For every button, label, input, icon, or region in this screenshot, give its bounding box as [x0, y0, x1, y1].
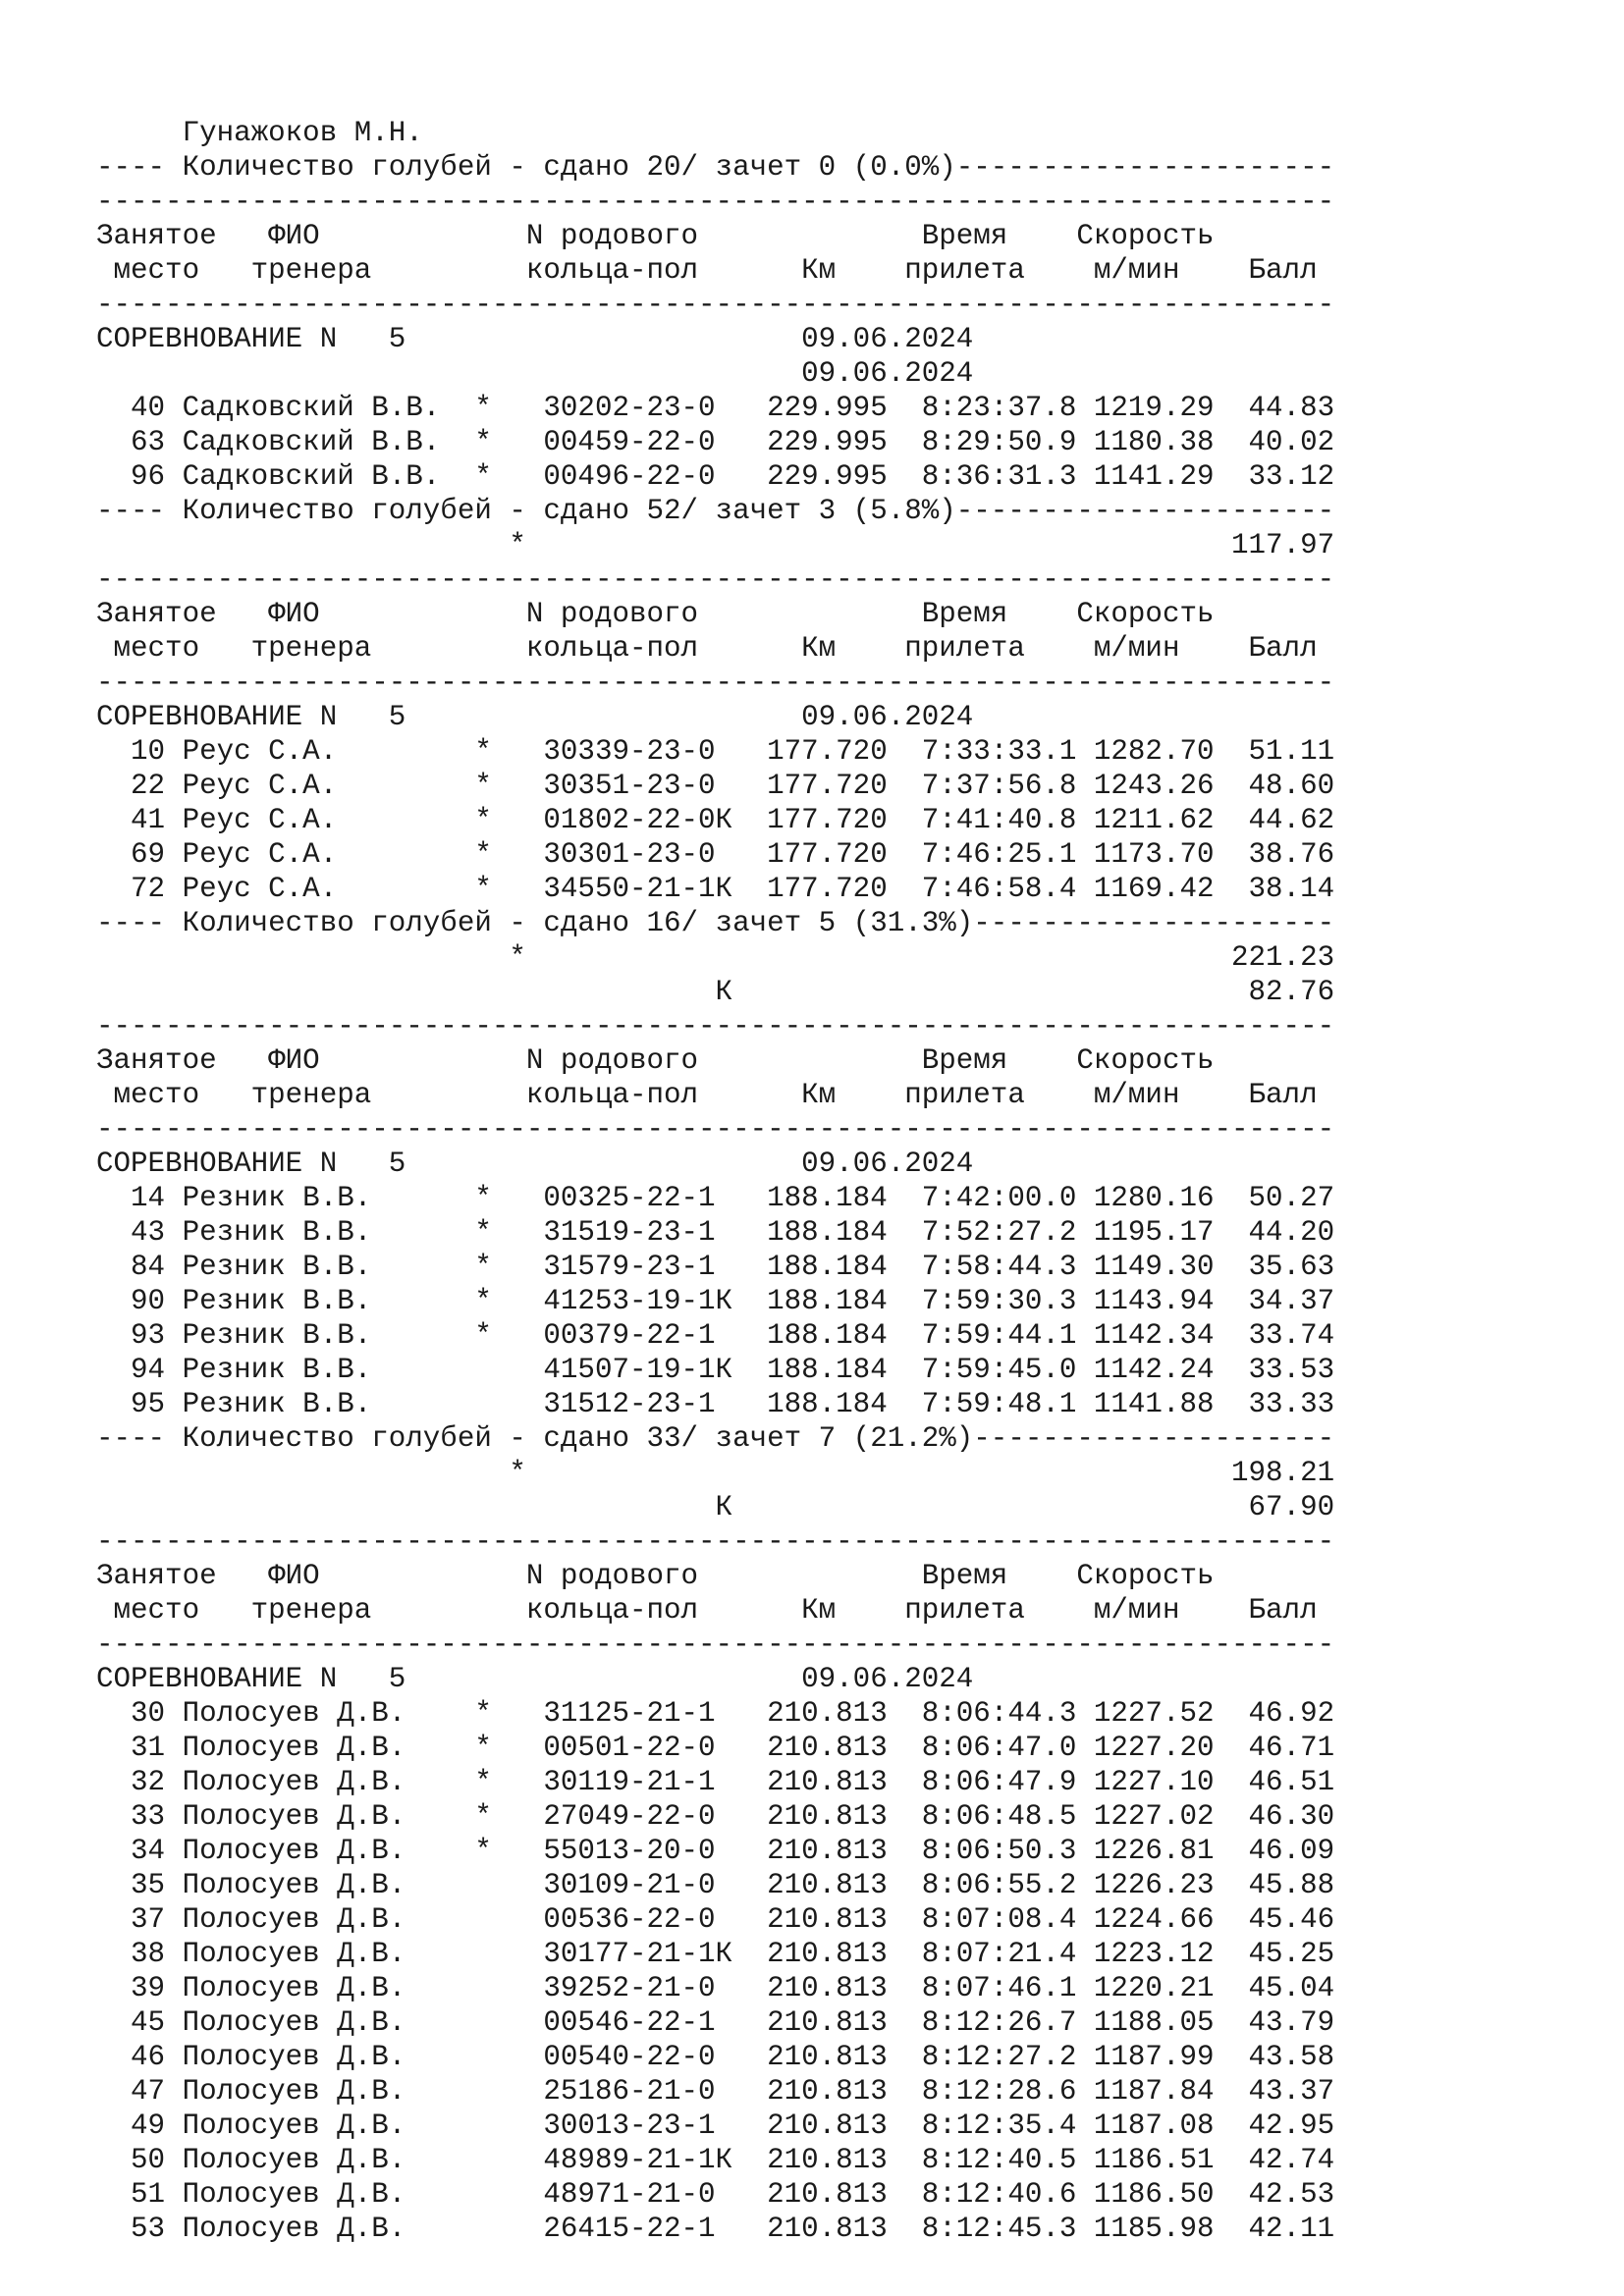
- table-row: 32 Полосуев Д.В. * 30119-21-1 210.813 8:06:47.9 1227.10 46.51: [96, 1766, 1335, 1798]
- total-line: * 117.97: [96, 529, 1335, 561]
- table-row: 35 Полосуев Д.В. 30109-21-0 210.813 8:06:55.2 1226.23 45.88: [96, 1869, 1335, 1901]
- table-header: место тренера кольца-пол Км прилета м/мин Балл: [96, 254, 1318, 287]
- summary-line: ---- Количество голубей - сдано 33/ зачет 7 (21.2%)---------------------: [96, 1422, 1335, 1455]
- table-row: 45 Полосуев Д.В. 00546-22-1 210.813 8:12:26.7 1188.05 43.79: [96, 2006, 1335, 2039]
- total-line: * 198.21: [96, 1457, 1335, 1489]
- table-row: 31 Полосуев Д.В. * 00501-22-0 210.813 8:06:47.0 1227.20 46.71: [96, 1732, 1335, 1764]
- separator-line: ------------------------------------------------------------------------: [96, 1629, 1335, 1661]
- separator-line: ------------------------------------------------------------------------: [96, 563, 1335, 596]
- table-row: 30 Полосуев Д.В. * 31125-21-1 210.813 8:06:44.3 1227.52 46.92: [96, 1697, 1335, 1730]
- table-row: 50 Полосуев Д.В. 48989-21-1К 210.813 8:12:40.5 1186.51 42.74: [96, 2144, 1335, 2176]
- table-row: 43 Резник В.В. * 31519-23-1 188.184 7:52:27.2 1195.17 44.20: [96, 1216, 1335, 1249]
- competition-header: СОРЕВНОВАНИЕ N 5 09.06.2024: [96, 701, 974, 733]
- table-row: 51 Полосуев Д.В. 48971-21-0 210.813 8:12:40.6 1186.50 42.53: [96, 2178, 1335, 2211]
- summary-line: ---- Количество голубей - сдано 20/ зачет 0 (0.0%)----------------------: [96, 151, 1335, 184]
- table-row: 33 Полосуев Д.В. * 27049-22-0 210.813 8:06:48.5 1227.02 46.30: [96, 1800, 1335, 1833]
- table-header: место тренера кольца-пол Км прилета м/мин Балл: [96, 1594, 1318, 1627]
- race-report: [96, 116, 1334, 2246]
- table-row: 38 Полосуев Д.В. 30177-21-1К 210.813 8:07:21.4 1223.12 45.25: [96, 1938, 1335, 1970]
- table-header: Занятое ФИО N родового Время Скорость: [96, 1560, 1215, 1592]
- table-row: 40 Садковский В.В. * 30202-23-0 229.995 8:23:37.8 1219.29 44.83: [96, 392, 1335, 424]
- table-row: 94 Резник В.В. 41507-19-1К 188.184 7:59:45.0 1142.24 33.53: [96, 1354, 1335, 1386]
- table-row: 39 Полосуев Д.В. 39252-21-0 210.813 8:07:46.1 1220.21 45.04: [96, 1972, 1335, 2004]
- separator-line: ------------------------------------------------------------------------: [96, 1010, 1335, 1042]
- table-row: 95 Резник В.В. 31512-23-1 188.184 7:59:48.1 1141.88 33.33: [96, 1388, 1335, 1420]
- table-row: 49 Полосуев Д.В. 30013-23-1 210.813 8:12:35.4 1187.08 42.95: [96, 2109, 1335, 2142]
- separator-line: ------------------------------------------------------------------------: [96, 289, 1335, 321]
- separator-line: ------------------------------------------------------------------------: [96, 1525, 1335, 1558]
- table-row: 84 Резник В.В. * 31579-23-1 188.184 7:58:44.3 1149.30 35.63: [96, 1251, 1335, 1283]
- separator-line: ------------------------------------------------------------------------: [96, 186, 1335, 218]
- table-header: Занятое ФИО N родового Время Скорость: [96, 598, 1215, 630]
- table-row: 46 Полосуев Д.В. 00540-22-0 210.813 8:12:27.2 1187.99 43.58: [96, 2041, 1335, 2073]
- total-line: * 221.23: [96, 941, 1335, 974]
- separator-line: ------------------------------------------------------------------------: [96, 1113, 1335, 1146]
- table-row: 69 Реус С.А. * 30301-23-0 177.720 7:46:25.1 1173.70 38.76: [96, 838, 1335, 871]
- table-row: 10 Реус С.А. * 30339-23-0 177.720 7:33:33.1 1282.70 51.11: [96, 735, 1335, 768]
- date-line: 09.06.2024: [96, 357, 974, 390]
- total-line: К 67.90: [96, 1491, 1335, 1523]
- table-row: 14 Резник В.В. * 00325-22-1 188.184 7:42:00.0 1280.16 50.27: [96, 1182, 1335, 1214]
- summary-line: ---- Количество голубей - сдано 52/ зачет 3 (5.8%)----------------------: [96, 495, 1335, 527]
- table-header: место тренера кольца-пол Км прилета м/мин Балл: [96, 1079, 1318, 1111]
- table-row: 22 Реус С.А. * 30351-23-0 177.720 7:37:56.8 1243.26 48.60: [96, 770, 1335, 802]
- table-row: 37 Полосуев Д.В. 00536-22-0 210.813 8:07:08.4 1224.66 45.46: [96, 1903, 1335, 1936]
- separator-line: ------------------------------------------------------------------------: [96, 667, 1335, 699]
- table-row: 47 Полосуев Д.В. 25186-21-0 210.813 8:12:28.6 1187.84 43.37: [96, 2075, 1335, 2108]
- table-row: 63 Садковский В.В. * 00459-22-0 229.995 8:29:50.9 1180.38 40.02: [96, 426, 1335, 458]
- table-row: 72 Реус С.А. * 34550-21-1К 177.720 7:46:58.4 1169.42 38.14: [96, 873, 1335, 905]
- table-row: 90 Резник В.В. * 41253-19-1К 188.184 7:59:30.3 1143.94 34.37: [96, 1285, 1335, 1317]
- table-header: место тренера кольца-пол Км прилета м/мин Балл: [96, 632, 1318, 665]
- competition-header: СОРЕВНОВАНИЕ N 5 09.06.2024: [96, 323, 974, 355]
- table-row: 34 Полосуев Д.В. * 55013-20-0 210.813 8:06:50.3 1226.81 46.09: [96, 1835, 1335, 1867]
- table-header: Занятое ФИО N родового Время Скорость: [96, 220, 1215, 252]
- total-line: К 82.76: [96, 976, 1335, 1008]
- competition-header: СОРЕВНОВАНИЕ N 5 09.06.2024: [96, 1148, 974, 1180]
- competition-header: СОРЕВНОВАНИЕ N 5 09.06.2024: [96, 1663, 974, 1695]
- table-row: 96 Садковский В.В. * 00496-22-0 229.995 8:36:31.3 1141.29 33.12: [96, 460, 1335, 493]
- table-row: 53 Полосуев Д.В. 26415-22-1 210.813 8:12:45.3 1185.98 42.11: [96, 2213, 1335, 2245]
- summary-line: ---- Количество голубей - сдано 16/ зачет 5 (31.3%)---------------------: [96, 907, 1335, 939]
- table-header: Занятое ФИО N родового Время Скорость: [96, 1044, 1215, 1077]
- table-row: 93 Резник В.В. * 00379-22-1 188.184 7:59:44.1 1142.34 33.74: [96, 1319, 1335, 1352]
- fancier-name: Гунажоков М.Н.: [96, 117, 423, 149]
- table-row: 41 Реус С.А. * 01802-22-0К 177.720 7:41:40.8 1211.62 44.62: [96, 804, 1335, 836]
